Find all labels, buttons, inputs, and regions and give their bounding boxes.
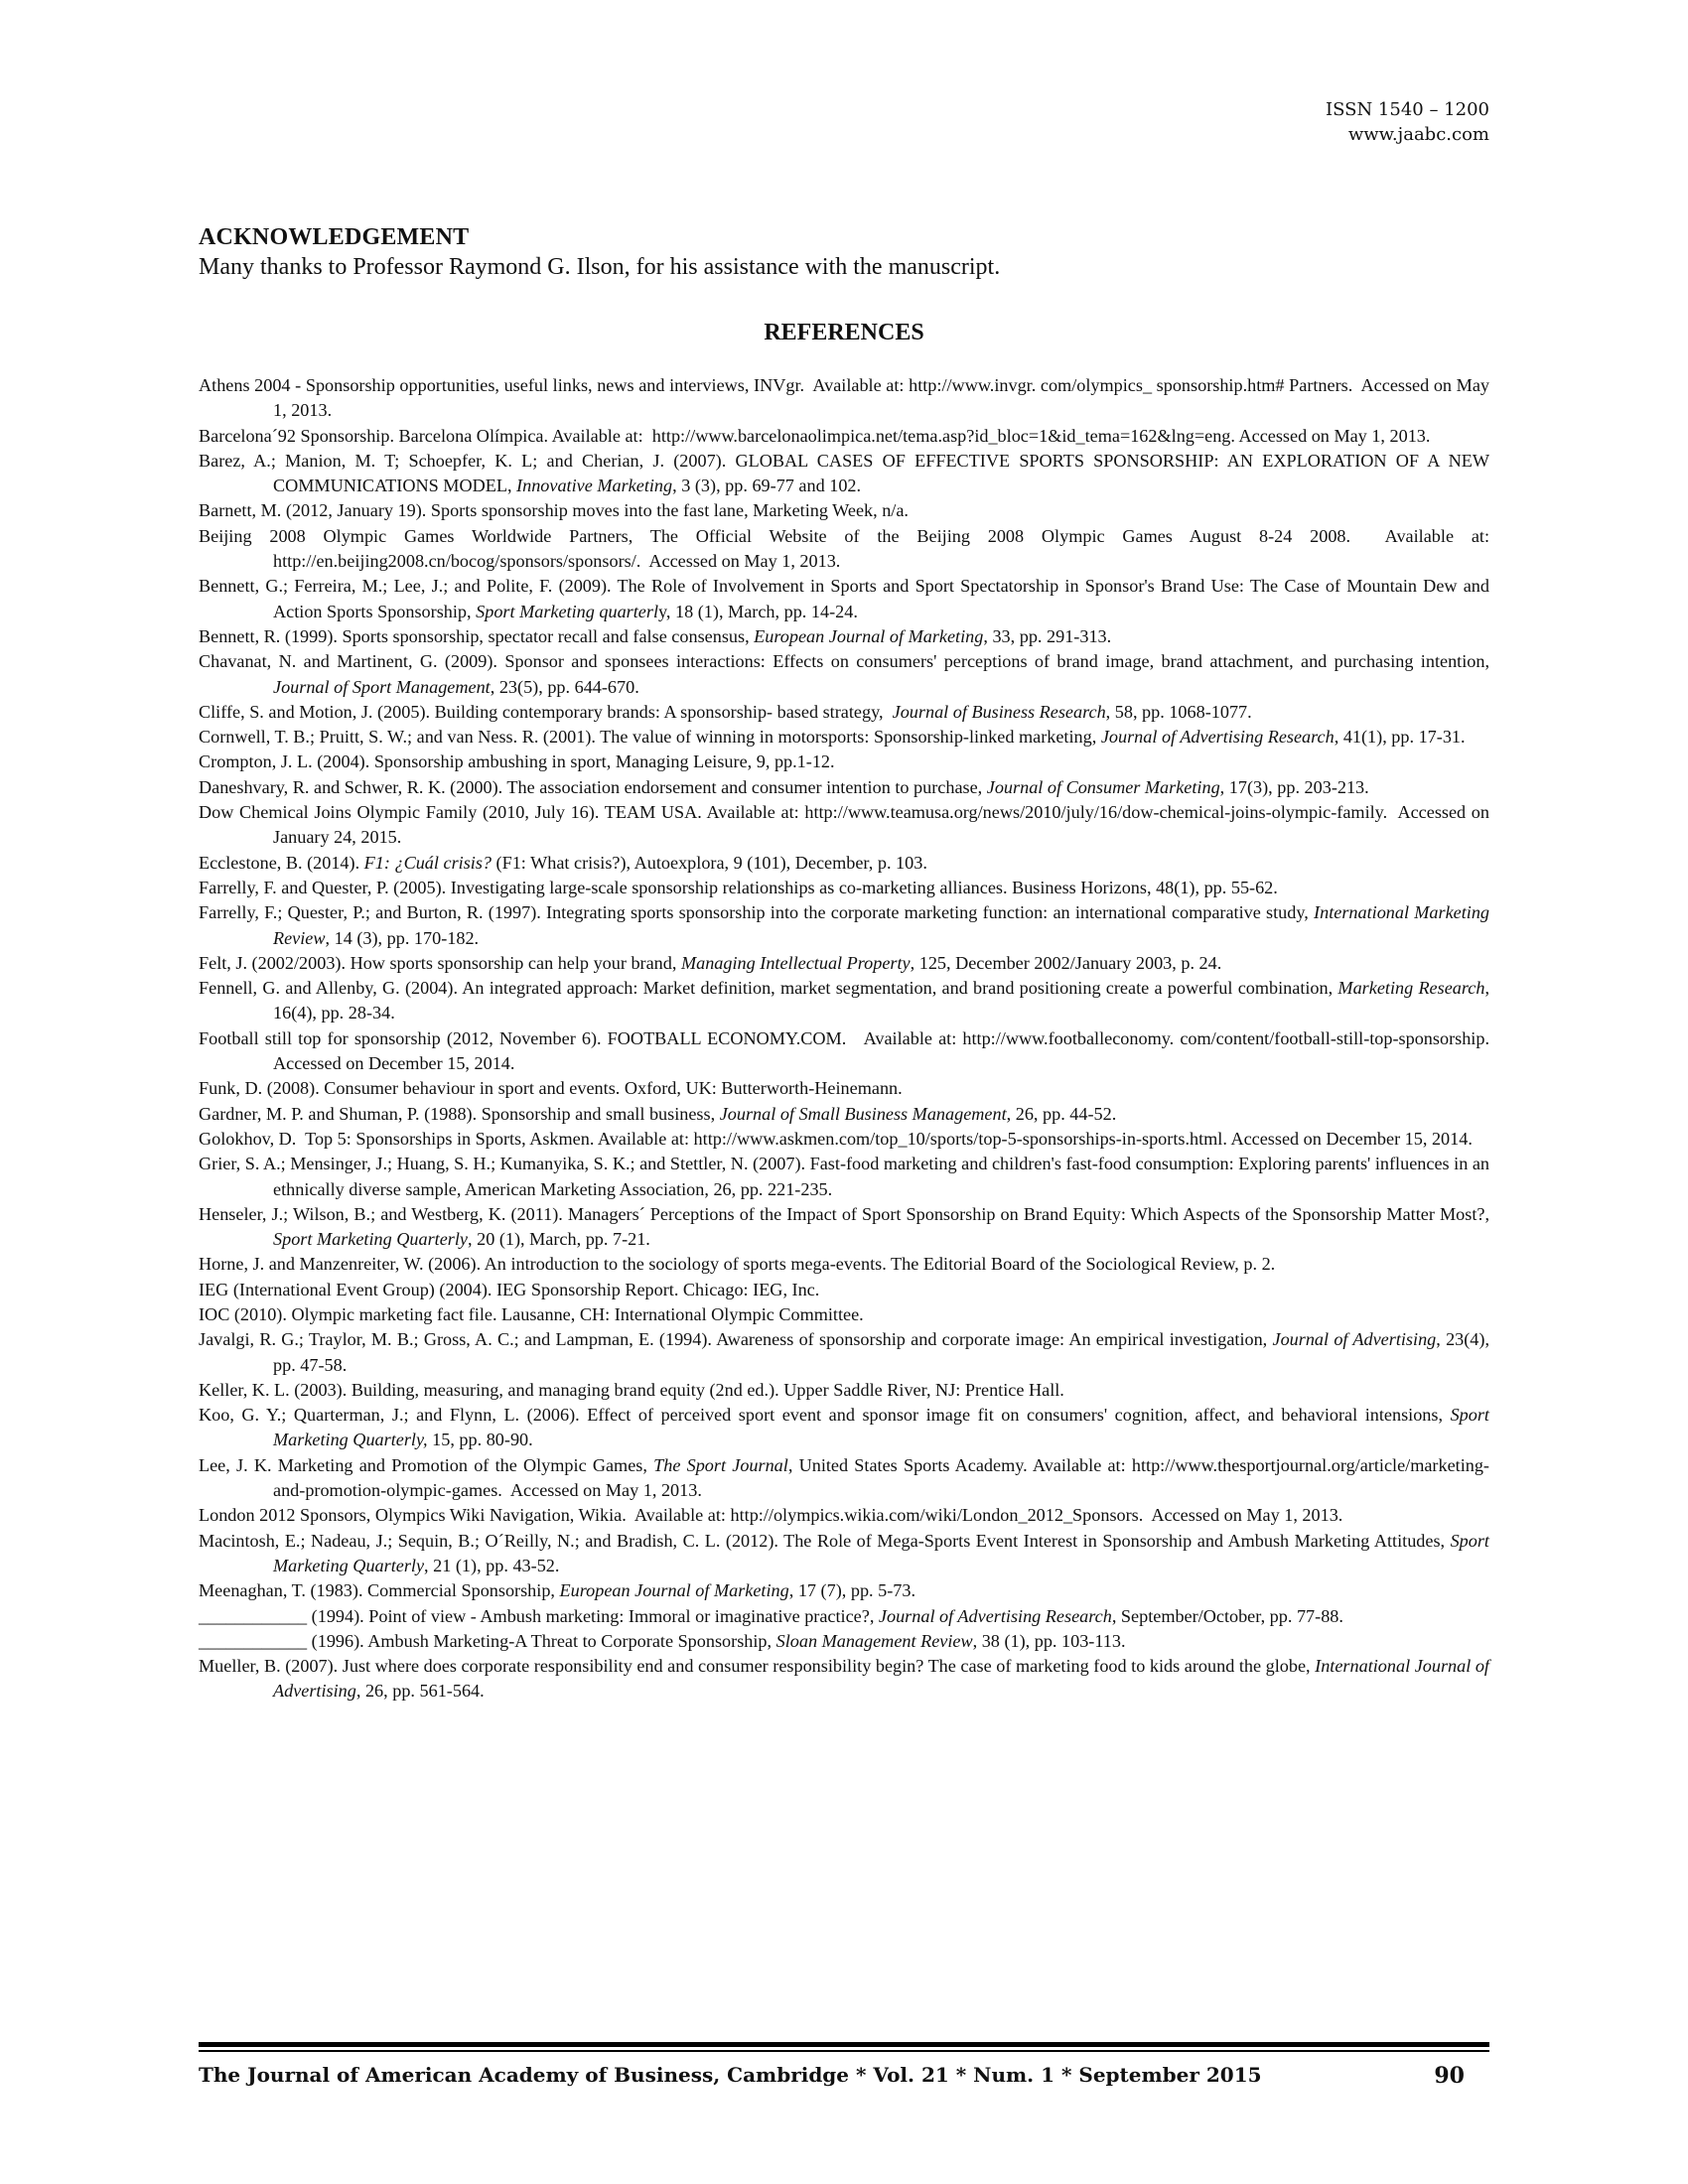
reference-text: y, 18 (1), March, pp. 14-24.	[658, 601, 858, 621]
reference-text: , 20 (1), March, pp. 7-21.	[468, 1229, 650, 1250]
reference-text: Athens 2004 - Sponsorship opportunities, useful links, news and interviews, INVgr. Available at: http://www.invgr. com/olympics_ sponsorship.htm# Partners. Accessed on May 1, 2013.	[199, 375, 1494, 421]
reference-entry	[199, 1302, 1489, 1327]
reference-source-title: Managing Intellectual Property	[680, 952, 911, 973]
reference-source-title: Journal of Advertising	[1272, 1329, 1437, 1350]
reference-text: , 17(3), pp. 203-213.	[1219, 776, 1369, 797]
reference-text: Henseler, J.; Wilson, B.; and Westberg, K. (2011). Managers´ Perceptions of the Impact of Sport Sponsorship on Brand Equity: Which Aspects of the Sponsorship Matter Most?,	[199, 1203, 1494, 1224]
reference-text: ____________ (1996). Ambush Marketing-A Threat to Corporate Sponsorship,	[199, 1630, 776, 1651]
reference-text: , 58, pp. 1068-1077.	[1105, 701, 1252, 722]
reference-text: Meenaghan, T. (1983). Commercial Sponsorship,	[199, 1580, 560, 1601]
reference-text: Keller, K. L. (2003). Building, measuring, and managing brand equity (2nd ed.). Upper Saddle River, NJ: Prentice Hall.	[199, 1379, 1064, 1400]
page-header	[1326, 97, 1489, 147]
reference-text: Bennett, G.; Ferreira, M.; Lee, J.; and Polite, F. (2009). The Role of Involvement in Sports and Sport Spectatorship in Sponsor's Brand Use: The Case of Mountain Dew and Action Sports Sponsorship,	[199, 576, 1493, 621]
reference-source-title: Journal of Business Research	[892, 701, 1106, 722]
reference-text: Fennell, G. and Allenby, G. (2004). An integrated approach: Market definition, market segmentation, and brand positioning create a powerful combination,	[199, 978, 1338, 999]
reference-source-title: Sport Marketing Quarterly	[273, 1229, 468, 1250]
reference-entry	[199, 498, 1489, 523]
footer-rule-thin	[199, 2050, 1489, 2052]
acknowledgement-heading: ACKNOWLEDGEMENT	[199, 224, 470, 250]
reference-text: , 17 (7), pp. 5-73.	[788, 1580, 916, 1601]
reference-entry	[199, 1076, 1489, 1101]
reference-entry	[199, 449, 1494, 499]
reference-entry	[199, 1026, 1499, 1077]
reference-entry	[199, 373, 1494, 424]
reference-text: Koo, G. Y.; Quarterman, J.; and Flynn, L. (2006). Effect of perceived sport event and sponsor image fit on consumers' cognition, affect, and behavioral intensions,	[199, 1405, 1451, 1426]
reference-text: Cornwell, T. B.; Pruitt, S. W.; and van Ness. R. (2001). The value of winning in motorsports: Sponsorship-linked marketing,	[199, 727, 1101, 748]
reference-text: Barcelona´92 Sponsorship. Barcelona Olímpica. Available at: http://www.barcelonaolimpica.net/tema.asp?id_bloc=1&id_tema=162&lng=eng. Accessed on May 1, 2013.	[199, 425, 1431, 446]
reference-text: Golokhov, D. Top 5: Sponsorships in Sports, Askmen. Available at: http://www.askmen.com/top_10/sports/top-5-sponsorships-in-sports.html. Accessed on December 15, 2014.	[199, 1128, 1473, 1149]
reference-entry	[199, 775, 1489, 800]
reference-entry	[199, 1529, 1494, 1579]
reference-source-title: International Marketing Review	[273, 902, 1494, 948]
reference-text: Funk, D. (2008). Consumer behaviour in sport and events. Oxford, UK: Butterworth-Heinemann.	[199, 1078, 903, 1099]
reference-text: Dow Chemical Joins Olympic Family (2010, July 16). TEAM USA. Available at: http://www.teamusa.org/news/2010/july/16/dow-chemical-joins-olympic-family. Accessed on January 24, 2015.	[199, 802, 1494, 848]
reference-text: Grier, S. A.; Mensinger, J.; Huang, S. H.; Kumanyika, S. K.; and Stettler, N. (2007). Fast-food marketing and children's fast-food consumption: Exploring parents' influences in an ethnically diverse sample, American Marketing Association, 26, pp. 221-235.	[199, 1154, 1494, 1199]
references-list	[199, 373, 1499, 1705]
reference-text: IOC (2010). Olympic marketing fact file. Lausanne, CH: International Olympic Committee.	[199, 1303, 864, 1324]
reference-text: (F1: What crisis?), Autoexplora, 9 (101), December, p. 103.	[492, 852, 927, 873]
reference-source-title: Journal of Advertising Research	[1100, 727, 1335, 748]
reference-text: Felt, J. (2002/2003). How sports sponsorship can help your brand,	[199, 952, 681, 973]
reference-entry	[199, 1503, 1489, 1528]
reference-text: , 33, pp. 291-313.	[983, 625, 1112, 646]
reference-text: Mueller, B. (2007). Just where does corporate responsibility end and consumer responsibility begin? The case of marketing food to kids around the globe,	[199, 1656, 1316, 1677]
reference-entry	[199, 1327, 1494, 1378]
reference-text: IEG (International Event Group) (2004). IEG Sponsorship Report. Chicago: IEG, Inc.	[199, 1279, 820, 1299]
reference-text: Javalgi, R. G.; Traylor, M. B.; Gross, A. C.; and Lampman, E. (1994). Awareness of sponsorship and corporate image: An empirical investigation,	[199, 1329, 1273, 1350]
website-label: www.jaabc.com	[1347, 124, 1489, 145]
reference-source-title: F1: ¿Cuál crisis?	[363, 852, 492, 873]
reference-entry	[199, 951, 1489, 976]
reference-entry	[199, 1127, 1489, 1152]
reference-entry	[199, 1654, 1494, 1705]
reference-text: Barnett, M. (2012, January 19). Sports sponsorship moves into the fast lane, Marketing Week, n/a.	[199, 500, 909, 521]
reference-source-title: Journal of Small Business Management	[719, 1103, 1007, 1124]
reference-text: Farrelly, F. and Quester, P. (2005). Investigating large-scale sponsorship relationships as co-marketing alliances. Business Horizons, 48(1), pp. 55-62.	[199, 877, 1278, 897]
reference-text: , 125, December 2002/January 2003, p. 24.	[910, 952, 1222, 973]
reference-text: Gardner, M. P. and Shuman, P. (1988). Sponsorship and small business,	[199, 1103, 720, 1124]
reference-source-title: Sport Marketing quarterl	[476, 601, 659, 621]
reference-entry	[199, 1629, 1489, 1654]
reference-entry	[199, 1278, 1489, 1302]
footer-journal-info: The Journal of American Academy of Business, Cambridge * Vol. 21 * Num. 1 * September 2015	[199, 2063, 1262, 2087]
reference-text: Macintosh, E.; Nadeau, J.; Sequin, B.; O´Reilly, N.; and Bradish, C. L. (2012). The Role of Mega-Sports Event Interest in Sponsorship and Ambush Marketing Attitudes,	[199, 1530, 1451, 1551]
reference-text: , 26, pp. 561-564.	[355, 1681, 485, 1702]
reference-source-title: International Journal of Advertising	[273, 1656, 1494, 1702]
references-heading: REFERENCES	[764, 320, 924, 345]
reference-source-title: Journal of Advertising Research	[878, 1605, 1112, 1626]
reference-entry	[199, 1453, 1489, 1504]
reference-text: London 2012 Sponsors, Olympics Wiki Navigation, Wikia. Available at: http://olympics.wikia.com/wiki/London_2012_Sponsors. Accessed on May 1, 2013.	[199, 1505, 1343, 1526]
reference-entry	[199, 1403, 1494, 1453]
reference-source-title: Journal of Sport Management	[273, 676, 491, 697]
reference-text: 15, pp. 80-90.	[427, 1430, 533, 1450]
reference-text: , 41(1), pp. 17-31.	[1334, 727, 1466, 748]
reference-text: Lee, J. K. Marketing and Promotion of the Olympic Games,	[199, 1454, 654, 1475]
reference-entry	[199, 1202, 1494, 1253]
reference-text: Bennett, R. (1999). Sports sponsorship, spectator recall and false consensus,	[199, 625, 755, 646]
reference-entry	[199, 900, 1494, 951]
reference-entry	[199, 876, 1489, 900]
reference-text: , 21 (1), pp. 43-52.	[424, 1555, 560, 1575]
reference-text: , 14 (3), pp. 170-182.	[325, 927, 480, 948]
reference-entry	[199, 1102, 1489, 1127]
reference-text: Beijing 2008 Olympic Games Worldwide Partners, The Official Website of the Beijing 2008 Olympic Games August 8-24 2008. Available at: http://en.beijing2008.cn/bocog/sponsors/sponsors/. Accessed on May 1, 2013.	[199, 525, 1494, 572]
reference-text: , 38 (1), pp. 103-113.	[972, 1630, 1126, 1651]
reference-text: , 26, pp. 44-52.	[1006, 1103, 1117, 1124]
reference-text: , 3 (3), pp. 69-77 and 102.	[672, 476, 862, 496]
page-number: 90	[1434, 2063, 1465, 2089]
reference-text: Cliffe, S. and Motion, J. (2005). Building contemporary brands: A sponsorship- based strategy,	[199, 701, 893, 722]
reference-entry	[199, 725, 1489, 750]
reference-source-title: European Journal of Marketing	[559, 1580, 789, 1601]
reference-source-title: Sloan Management Review	[775, 1630, 973, 1651]
reference-entry	[199, 1252, 1489, 1277]
footer-rule	[199, 2042, 1489, 2047]
reference-text: Horne, J. and Manzenreiter, W. (2006). An introduction to the sociology of sports mega-events. The Editorial Board of the Sociological Review, p. 2.	[199, 1254, 1276, 1275]
reference-source-title: Sport Marketing Quarterly,	[273, 1405, 1494, 1450]
reference-text: , 23(5), pp. 644-670.	[490, 676, 639, 697]
acknowledgement-text: Many thanks to Professor Raymond G. Ilson, for his assistance with the manuscript.	[199, 254, 1001, 280]
reference-source-title: Journal of Consumer Marketing	[986, 776, 1220, 797]
reference-entry	[199, 1578, 1489, 1603]
reference-entry	[199, 424, 1489, 449]
reference-text: , 23(4), pp. 47-58.	[273, 1329, 1494, 1375]
reference-entry	[199, 700, 1489, 725]
reference-text: Ecclestone, B. (2014).	[199, 852, 364, 873]
reference-source-title: European Journal of Marketing	[754, 625, 984, 646]
reference-source-title: Sport Marketing Quarterly	[273, 1530, 1494, 1575]
reference-text: Barez, A.; Manion, M. T; Schoepfer, K. L; and Cherian, J. (2007). GLOBAL CASES OF EFFECTIVE SPORTS SPONSORSHIP: AN EXPLORATION OF A NEW COMMUNICATIONS MODEL,	[199, 450, 1494, 496]
reference-entry	[199, 800, 1494, 851]
reference-text: Daneshvary, R. and Schwer, R. K. (2000). The association endorsement and consumer intention to purchase,	[199, 776, 987, 797]
issn-label: ISSN 1540 – 1200	[1326, 99, 1489, 120]
reference-source-title: The Sport Journal	[653, 1454, 788, 1475]
reference-text: Farrelly, F.; Quester, P.; and Burton, R. (1997). Integrating sports sponsorship into the corporate marketing function: an international comparative study,	[199, 902, 1315, 923]
reference-entry	[199, 574, 1493, 624]
reference-entry	[199, 649, 1494, 700]
reference-entry	[199, 1604, 1489, 1629]
reference-text: Football still top for sponsorship (2012, November 6). FOOTBALL ECONOMY.COM. Available at: http://www.footballeconomy. com/content/football-still-top-sponsorship. Accessed on December 15, 2014.	[199, 1027, 1499, 1074]
reference-entry	[199, 624, 1489, 649]
reference-entry	[199, 976, 1494, 1026]
reference-entry	[199, 524, 1494, 575]
reference-entry	[199, 1378, 1489, 1403]
reference-source-title: Innovative Marketing	[516, 476, 673, 496]
reference-text: , September/October, pp. 77-88.	[1111, 1605, 1343, 1626]
reference-text: Chavanat, N. and Martinent, G. (2009). Sponsor and sponsees interactions: Effects on consumers' perceptions of brand image, brand attachment, and purchasing intention,	[199, 651, 1494, 672]
reference-text: ____________ (1994). Point of view - Ambush marketing: Immoral or imaginative practice?,	[199, 1605, 879, 1626]
reference-entry	[199, 1152, 1494, 1202]
reference-source-title: Marketing Research	[1337, 978, 1485, 999]
reference-entry	[199, 750, 1489, 774]
reference-text: , United States Sports Academy. Available at: http://www.thesportjournal.org/article/marketing-and-promotion-olympic-games. Accessed on May 1, 2013.	[273, 1454, 1489, 1501]
reference-text: , 16(4), pp. 28-34.	[273, 978, 1494, 1024]
reference-text: Crompton, J. L. (2004). Sponsorship ambushing in sport, Managing Leisure, 9, pp.1-12.	[199, 751, 835, 772]
reference-entry	[199, 851, 1489, 876]
